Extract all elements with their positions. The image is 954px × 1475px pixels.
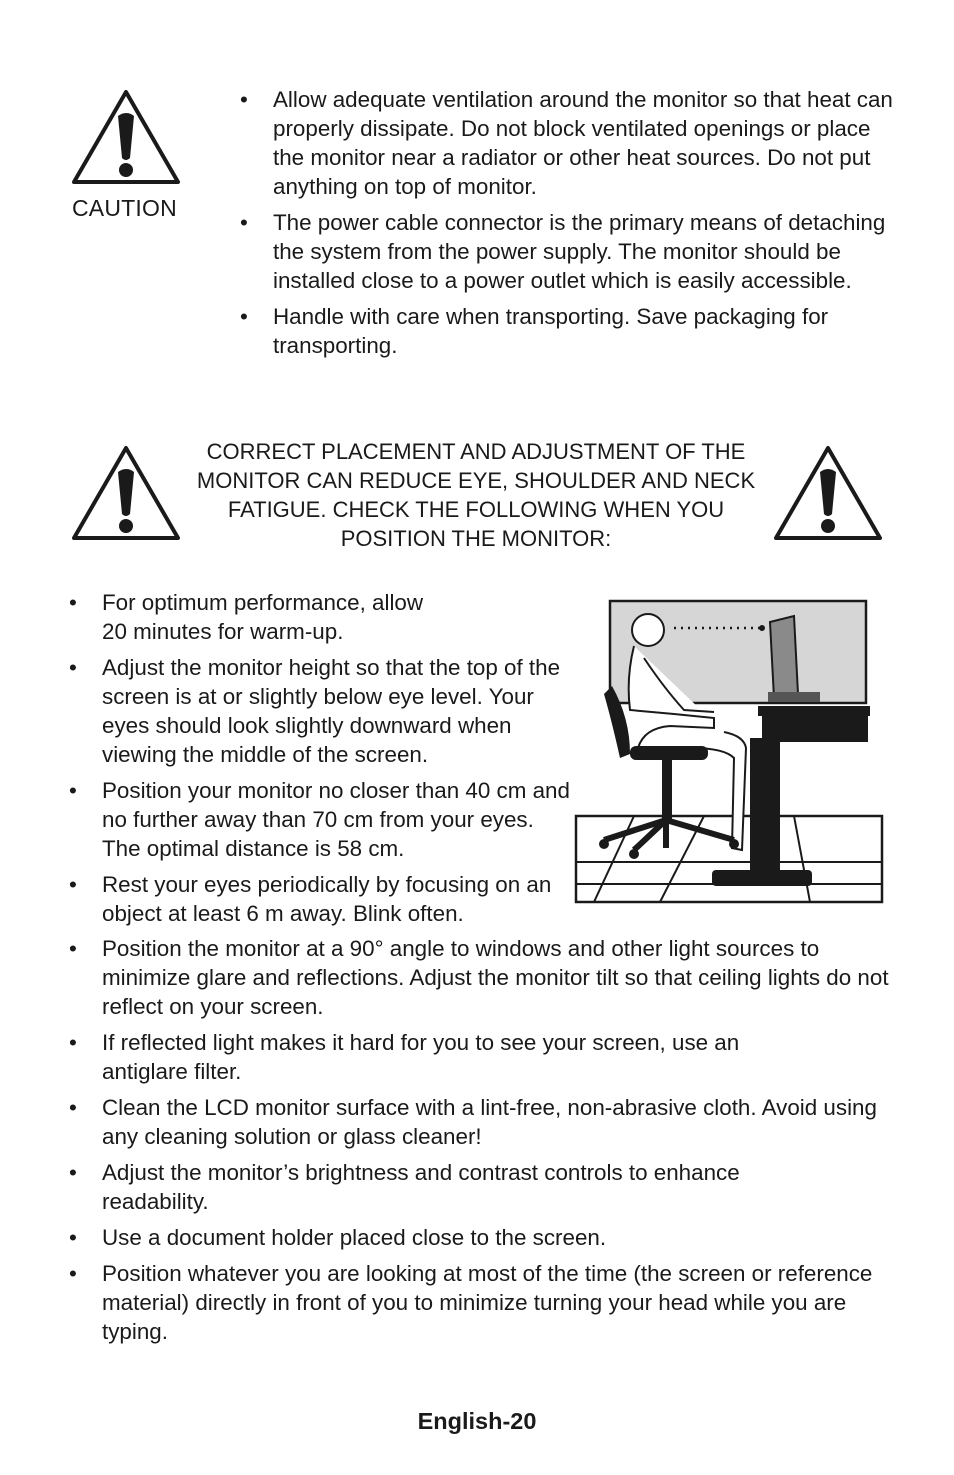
list-item: • Position whatever you are looking at most of the time (the screen or reference material) directly in front of you to minimize turning your head while you are typing. <box>69 1261 873 1344</box>
bullet-glyph: • <box>69 1225 77 1250</box>
placement-warning: CORRECT PLACEMENT AND ADJUSTMENT OF THE MONITOR CAN REDUCE EYE, SHOULDER AND NECK FATIGUE. CHECK THE FOLLOWING WHEN YOU POSITION THE MONITOR: <box>196 439 756 551</box>
bullet-glyph: • <box>69 1261 77 1286</box>
bullet-glyph: • <box>240 210 248 235</box>
list-item: • For optimum performance, allow 20 minutes for warm-up. <box>69 590 424 644</box>
tips-list <box>69 588 579 935</box>
list-item: • Allow adequate ventilation around the monitor so that heat can properly dissipate. Do not block ventilated openings or place the monitor near a radiator or other heat sources. Do not put anything on top of monitor. <box>240 87 893 199</box>
bullet-glyph: • <box>69 1095 77 1120</box>
list-item: • Adjust the monitor height so that the top of the screen is at or slightly below eye level. Your eyes should look slightly downward when viewing the middle of the screen. <box>69 655 561 767</box>
list-item: • The power cable connector is the primary means of detaching the system from the power supply. The monitor should be installed close to a power outlet which is easily accessible. <box>240 210 886 293</box>
warning-triangle-icon <box>68 86 184 188</box>
bullet-glyph: • <box>69 590 77 615</box>
page-number: English-20 <box>417 1408 537 1434</box>
bullet-glyph: • <box>69 655 77 680</box>
tips-list <box>69 934 909 1353</box>
bullet-glyph: • <box>69 778 77 803</box>
list-item: • Use a document holder placed close to the screen. <box>69 1225 607 1250</box>
caution-list <box>240 85 900 367</box>
bullet-glyph: • <box>69 872 77 897</box>
list-item: • Position your monitor no closer than 40 cm and no further away than 70 cm from your eyes. The optimal distance is 58 cm. <box>69 778 570 861</box>
caution-label: CAUTION <box>72 195 177 221</box>
list-item: • Clean the LCD monitor surface with a lint-free, non-abrasive cloth. Avoid using any cleaning solution or glass cleaner! <box>69 1095 877 1149</box>
bullet-glyph: • <box>240 304 248 329</box>
bullet-glyph: • <box>69 1030 77 1055</box>
bullet-glyph: • <box>240 87 248 112</box>
list-item: • Rest your eyes periodically by focusing on an object at least 6 m away. Blink often. <box>69 872 552 926</box>
list-item: • Handle with care when transporting. Save packaging for transporting. <box>240 304 829 358</box>
ergonomic-workstation-illustration <box>574 598 886 904</box>
warning-triangle-icon <box>68 442 184 544</box>
list-item: • If reflected light makes it hard for you to see your screen, use an antiglare filter. <box>69 1030 740 1084</box>
warning-triangle-icon <box>770 442 886 544</box>
list-item: • Adjust the monitor’s brightness and contrast controls to enhance readability. <box>69 1160 740 1214</box>
list-item: • Position the monitor at a 90° angle to windows and other light sources to minimize glare and reflections. Adjust the monitor tilt so that ceiling lights do not reflect on your screen. <box>69 936 889 1019</box>
bullet-glyph: • <box>69 936 77 961</box>
bullet-glyph: • <box>69 1160 77 1185</box>
